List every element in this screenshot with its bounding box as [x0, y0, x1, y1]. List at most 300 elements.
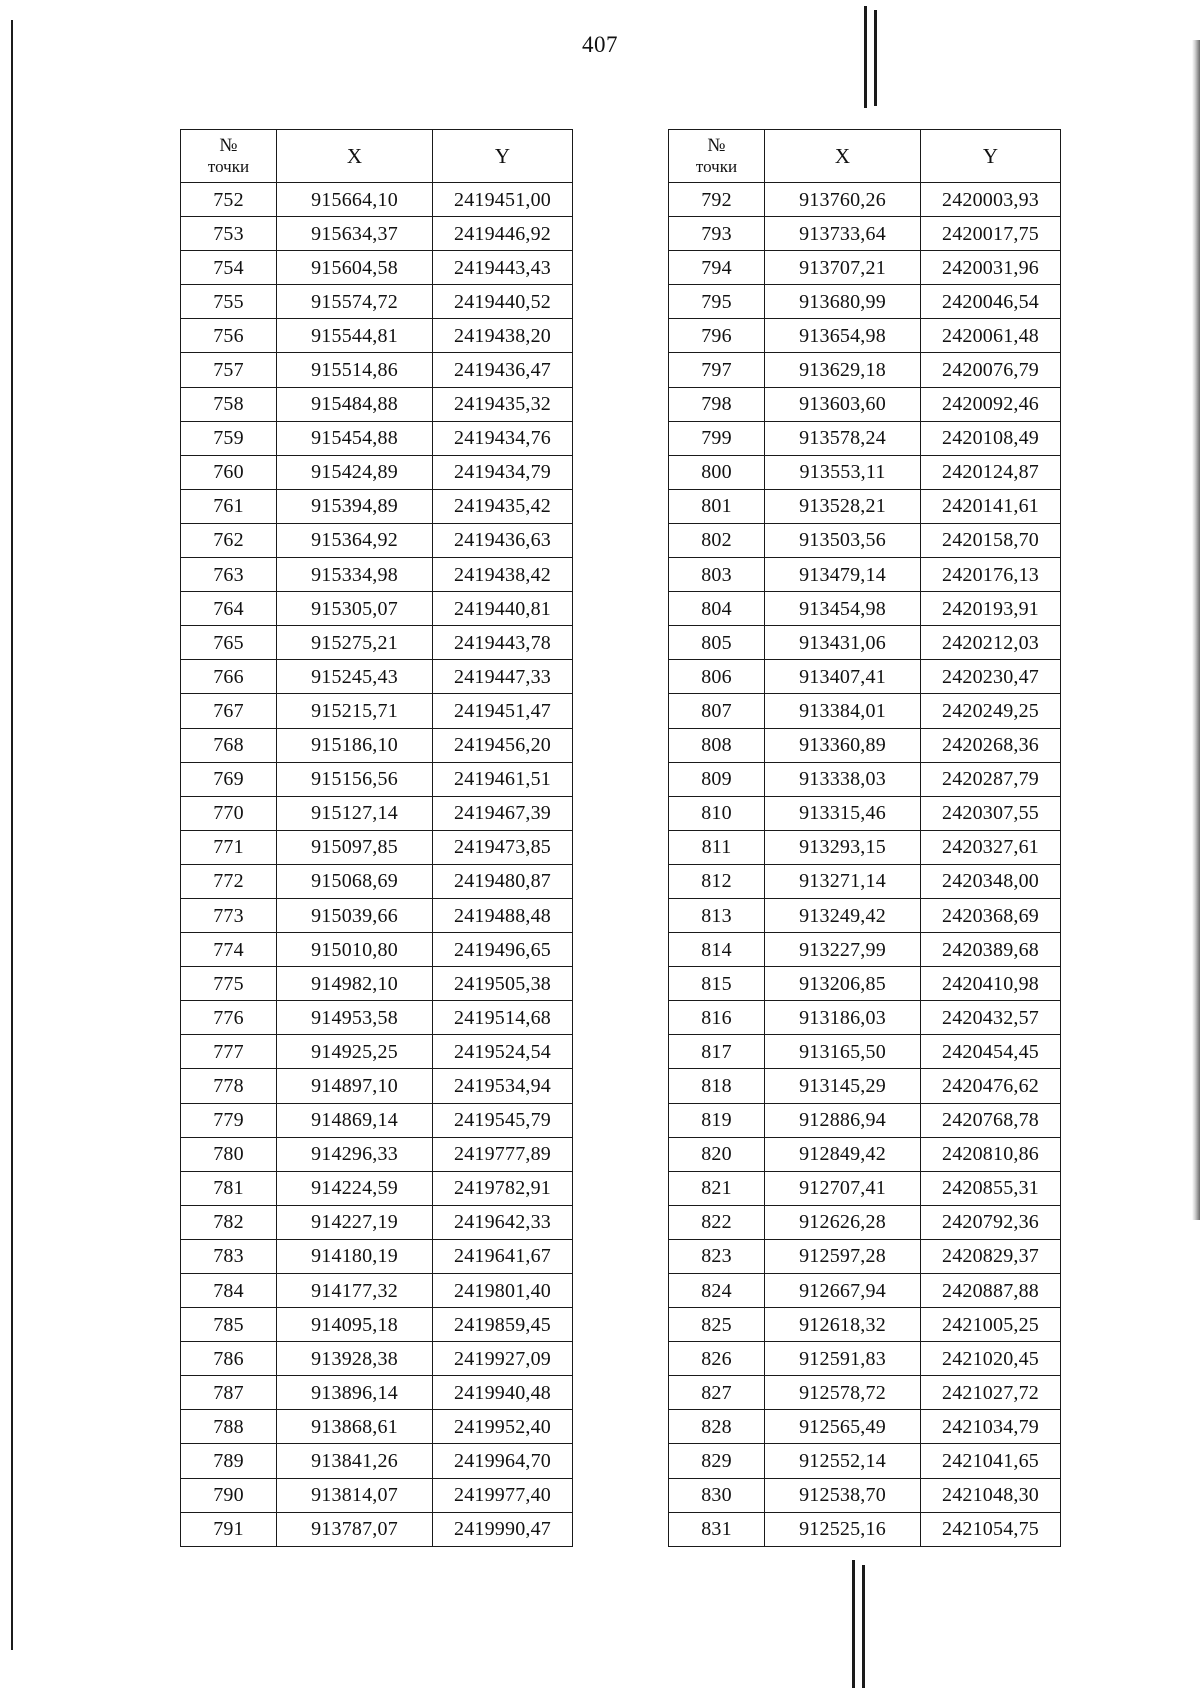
- table-row: [181, 421, 573, 455]
- header-num-word: точки: [695, 157, 738, 176]
- point-number-cell: 814: [669, 933, 765, 967]
- x-coordinate-cell: 914953,58: [277, 1001, 433, 1035]
- x-coordinate-cell: 913733,64: [765, 217, 921, 251]
- table-header-row: [181, 130, 573, 183]
- point-number-cell: 798: [669, 387, 765, 421]
- table-row: [181, 1308, 573, 1342]
- table-row: [181, 285, 573, 319]
- table-row: [669, 898, 1061, 932]
- x-coordinate-cell: 912538,70: [765, 1478, 921, 1512]
- point-number-cell: 810: [669, 796, 765, 830]
- point-number-cell: 790: [181, 1478, 277, 1512]
- binding-mark-top-2: [874, 10, 877, 106]
- y-coordinate-cell: 2419434,79: [433, 455, 573, 489]
- y-coordinate-cell: 2419488,48: [433, 898, 573, 932]
- binding-mark-bottom-2: [862, 1565, 865, 1688]
- point-number-cell: 791: [181, 1512, 277, 1546]
- point-number-cell: 756: [181, 319, 277, 353]
- table-row: [669, 421, 1061, 455]
- y-coordinate-cell: 2419777,89: [433, 1137, 573, 1171]
- table-row: [669, 1444, 1061, 1478]
- point-number-cell: 813: [669, 898, 765, 932]
- table-row: [181, 183, 573, 217]
- table-row: [181, 353, 573, 387]
- y-coordinate-cell: 2419859,45: [433, 1308, 573, 1342]
- y-coordinate-cell: 2419952,40: [433, 1410, 573, 1444]
- point-number-cell: 824: [669, 1274, 765, 1308]
- y-coordinate-cell: 2419545,79: [433, 1103, 573, 1137]
- point-number-cell: 804: [669, 592, 765, 626]
- table-row: [669, 1069, 1061, 1103]
- y-coordinate-cell: 2420307,55: [921, 796, 1061, 830]
- y-coordinate-cell: 2420061,48: [921, 319, 1061, 353]
- header-y: Y: [433, 130, 573, 183]
- table-row: [669, 1205, 1061, 1239]
- x-coordinate-cell: 913654,98: [765, 319, 921, 353]
- table-row: [669, 285, 1061, 319]
- table-row: [669, 558, 1061, 592]
- x-coordinate-cell: 913841,26: [277, 1444, 433, 1478]
- y-coordinate-cell: 2420124,87: [921, 455, 1061, 489]
- x-coordinate-cell: 913360,89: [765, 728, 921, 762]
- x-coordinate-cell: 913384,01: [765, 694, 921, 728]
- point-number-cell: 758: [181, 387, 277, 421]
- table-row: [181, 387, 573, 421]
- x-coordinate-cell: 913479,14: [765, 558, 921, 592]
- y-coordinate-cell: 2419456,20: [433, 728, 573, 762]
- table-row: [181, 455, 573, 489]
- y-coordinate-cell: 2420368,69: [921, 898, 1061, 932]
- table-row: [181, 967, 573, 1001]
- x-coordinate-cell: 912597,28: [765, 1239, 921, 1273]
- y-coordinate-cell: 2420287,79: [921, 762, 1061, 796]
- x-coordinate-cell: 913271,14: [765, 864, 921, 898]
- point-number-cell: 821: [669, 1171, 765, 1205]
- table-row: [669, 1410, 1061, 1444]
- y-coordinate-cell: 2420792,36: [921, 1205, 1061, 1239]
- x-coordinate-cell: 915334,98: [277, 558, 433, 592]
- x-coordinate-cell: 913206,85: [765, 967, 921, 1001]
- x-coordinate-cell: 912849,42: [765, 1137, 921, 1171]
- table-header-row: [669, 130, 1061, 183]
- x-coordinate-cell: 914925,25: [277, 1035, 433, 1069]
- x-coordinate-cell: 915454,88: [277, 421, 433, 455]
- point-number-cell: 818: [669, 1069, 765, 1103]
- point-number-cell: 827: [669, 1376, 765, 1410]
- point-number-cell: 779: [181, 1103, 277, 1137]
- point-number-cell: 770: [181, 796, 277, 830]
- x-coordinate-cell: 913145,29: [765, 1069, 921, 1103]
- point-number-cell: 797: [669, 353, 765, 387]
- x-coordinate-cell: 913928,38: [277, 1342, 433, 1376]
- point-number-cell: 784: [181, 1274, 277, 1308]
- x-coordinate-cell: 914897,10: [277, 1069, 433, 1103]
- x-coordinate-cell: 915364,92: [277, 523, 433, 557]
- x-coordinate-cell: 915156,56: [277, 762, 433, 796]
- y-coordinate-cell: 2421048,30: [921, 1478, 1061, 1512]
- coordinates-table-left: [180, 129, 573, 1547]
- table-row: [669, 1239, 1061, 1273]
- y-coordinate-cell: 2419436,63: [433, 523, 573, 557]
- x-coordinate-cell: 915664,10: [277, 183, 433, 217]
- point-number-cell: 757: [181, 353, 277, 387]
- table-row: [669, 1137, 1061, 1171]
- x-coordinate-cell: 914095,18: [277, 1308, 433, 1342]
- point-number-cell: 792: [669, 183, 765, 217]
- x-coordinate-cell: 913503,56: [765, 523, 921, 557]
- x-coordinate-cell: 914869,14: [277, 1103, 433, 1137]
- point-number-cell: 771: [181, 830, 277, 864]
- x-coordinate-cell: 913431,06: [765, 626, 921, 660]
- point-number-cell: 775: [181, 967, 277, 1001]
- point-number-cell: 817: [669, 1035, 765, 1069]
- y-coordinate-cell: 2420855,31: [921, 1171, 1061, 1205]
- x-coordinate-cell: 913528,21: [765, 489, 921, 523]
- y-coordinate-cell: 2419524,54: [433, 1035, 573, 1069]
- y-coordinate-cell: 2420031,96: [921, 251, 1061, 285]
- y-coordinate-cell: 2419964,70: [433, 1444, 573, 1478]
- scan-left-edge: [11, 20, 13, 1650]
- point-number-cell: 774: [181, 933, 277, 967]
- point-number-cell: 809: [669, 762, 765, 796]
- point-number-cell: 789: [181, 1444, 277, 1478]
- y-coordinate-cell: 2421027,72: [921, 1376, 1061, 1410]
- x-coordinate-cell: 913165,50: [765, 1035, 921, 1069]
- point-number-cell: 822: [669, 1205, 765, 1239]
- x-coordinate-cell: 915604,58: [277, 251, 433, 285]
- y-coordinate-cell: 2420810,86: [921, 1137, 1061, 1171]
- table-row: [181, 898, 573, 932]
- header-y: Y: [921, 130, 1061, 183]
- y-coordinate-cell: 2420829,37: [921, 1239, 1061, 1273]
- point-number-cell: 764: [181, 592, 277, 626]
- y-coordinate-cell: 2420076,79: [921, 353, 1061, 387]
- point-number-cell: 794: [669, 251, 765, 285]
- point-number-cell: 778: [181, 1069, 277, 1103]
- y-coordinate-cell: 2420327,61: [921, 830, 1061, 864]
- y-coordinate-cell: 2420108,49: [921, 421, 1061, 455]
- y-coordinate-cell: 2419496,65: [433, 933, 573, 967]
- table-row: [181, 1205, 573, 1239]
- point-number-cell: 801: [669, 489, 765, 523]
- x-coordinate-cell: 915039,66: [277, 898, 433, 932]
- y-coordinate-cell: 2420432,57: [921, 1001, 1061, 1035]
- point-number-cell: 800: [669, 455, 765, 489]
- point-number-cell: 803: [669, 558, 765, 592]
- x-coordinate-cell: 912707,41: [765, 1171, 921, 1205]
- table-row: [669, 830, 1061, 864]
- x-coordinate-cell: 913454,98: [765, 592, 921, 626]
- table-row: [669, 1035, 1061, 1069]
- table-row: [181, 558, 573, 592]
- x-coordinate-cell: 913680,99: [765, 285, 921, 319]
- table-row: [181, 251, 573, 285]
- x-coordinate-cell: 915245,43: [277, 660, 433, 694]
- y-coordinate-cell: 2419534,94: [433, 1069, 573, 1103]
- point-number-cell: 761: [181, 489, 277, 523]
- point-number-cell: 795: [669, 285, 765, 319]
- table-row: [669, 387, 1061, 421]
- y-coordinate-cell: 2420141,61: [921, 489, 1061, 523]
- point-number-cell: 777: [181, 1035, 277, 1069]
- table-row: [669, 1274, 1061, 1308]
- y-coordinate-cell: 2419436,47: [433, 353, 573, 387]
- table-row: [669, 1001, 1061, 1035]
- x-coordinate-cell: 912626,28: [765, 1205, 921, 1239]
- table-row: [181, 319, 573, 353]
- table-row: [669, 796, 1061, 830]
- table-row: [669, 217, 1061, 251]
- point-number-cell: 802: [669, 523, 765, 557]
- point-number-cell: 807: [669, 694, 765, 728]
- y-coordinate-cell: 2419451,00: [433, 183, 573, 217]
- table-row: [669, 1478, 1061, 1512]
- x-coordinate-cell: 913227,99: [765, 933, 921, 967]
- y-coordinate-cell: 2420410,98: [921, 967, 1061, 1001]
- y-coordinate-cell: 2420212,03: [921, 626, 1061, 660]
- header-point-number: [669, 130, 765, 183]
- point-number-cell: 825: [669, 1308, 765, 1342]
- y-coordinate-cell: 2420454,45: [921, 1035, 1061, 1069]
- table-row: [669, 523, 1061, 557]
- y-coordinate-cell: 2421005,25: [921, 1308, 1061, 1342]
- table-row: [669, 1342, 1061, 1376]
- y-coordinate-cell: 2419927,09: [433, 1342, 573, 1376]
- y-coordinate-cell: 2420230,47: [921, 660, 1061, 694]
- point-number-cell: 820: [669, 1137, 765, 1171]
- x-coordinate-cell: 913814,07: [277, 1478, 433, 1512]
- x-coordinate-cell: 913707,21: [765, 251, 921, 285]
- point-number-cell: 783: [181, 1239, 277, 1273]
- y-coordinate-cell: 2419451,47: [433, 694, 573, 728]
- point-number-cell: 831: [669, 1512, 765, 1546]
- x-coordinate-cell: 913186,03: [765, 1001, 921, 1035]
- x-coordinate-cell: 913787,07: [277, 1512, 433, 1546]
- x-coordinate-cell: 915394,89: [277, 489, 433, 523]
- y-coordinate-cell: 2419446,92: [433, 217, 573, 251]
- point-number-cell: 759: [181, 421, 277, 455]
- y-coordinate-cell: 2420389,68: [921, 933, 1061, 967]
- table-row: [181, 796, 573, 830]
- x-coordinate-cell: 915127,14: [277, 796, 433, 830]
- table-row: [669, 353, 1061, 387]
- header-num-sign: №: [707, 135, 726, 156]
- table-row: [181, 1103, 573, 1137]
- x-coordinate-cell: 913578,24: [765, 421, 921, 455]
- x-coordinate-cell: 915305,07: [277, 592, 433, 626]
- y-coordinate-cell: 2421020,45: [921, 1342, 1061, 1376]
- x-coordinate-cell: 912565,49: [765, 1410, 921, 1444]
- table-row: [181, 864, 573, 898]
- x-coordinate-cell: 915514,86: [277, 353, 433, 387]
- y-coordinate-cell: 2421034,79: [921, 1410, 1061, 1444]
- table-row: [181, 762, 573, 796]
- table-row: [181, 728, 573, 762]
- y-coordinate-cell: 2420249,25: [921, 694, 1061, 728]
- table-row: [181, 830, 573, 864]
- point-number-cell: 767: [181, 694, 277, 728]
- table-row: [181, 1478, 573, 1512]
- table-row: [181, 626, 573, 660]
- y-coordinate-cell: 2420887,88: [921, 1274, 1061, 1308]
- y-coordinate-cell: 2419514,68: [433, 1001, 573, 1035]
- x-coordinate-cell: 914224,59: [277, 1171, 433, 1205]
- page-number: 407: [582, 32, 618, 57]
- x-coordinate-cell: 915634,37: [277, 217, 433, 251]
- y-coordinate-cell: 2419480,87: [433, 864, 573, 898]
- y-coordinate-cell: 2419440,52: [433, 285, 573, 319]
- x-coordinate-cell: 915186,10: [277, 728, 433, 762]
- y-coordinate-cell: 2419641,67: [433, 1239, 573, 1273]
- table-row: [669, 1308, 1061, 1342]
- table-row: [669, 694, 1061, 728]
- y-coordinate-cell: 2420046,54: [921, 285, 1061, 319]
- x-coordinate-cell: 913553,11: [765, 455, 921, 489]
- x-coordinate-cell: 914227,19: [277, 1205, 433, 1239]
- point-number-cell: 823: [669, 1239, 765, 1273]
- table-row: [669, 251, 1061, 285]
- x-coordinate-cell: 912591,83: [765, 1342, 921, 1376]
- x-coordinate-cell: 915068,69: [277, 864, 433, 898]
- y-coordinate-cell: 2420003,93: [921, 183, 1061, 217]
- table-row: [669, 1103, 1061, 1137]
- x-coordinate-cell: 913249,42: [765, 898, 921, 932]
- x-coordinate-cell: 912525,16: [765, 1512, 921, 1546]
- table-row: [669, 626, 1061, 660]
- table-row: [669, 455, 1061, 489]
- y-coordinate-cell: 2419990,47: [433, 1512, 573, 1546]
- y-coordinate-cell: 2421041,65: [921, 1444, 1061, 1478]
- x-coordinate-cell: 915215,71: [277, 694, 433, 728]
- x-coordinate-cell: 913293,15: [765, 830, 921, 864]
- table-row: [181, 933, 573, 967]
- table-row: [669, 489, 1061, 523]
- point-number-cell: 793: [669, 217, 765, 251]
- y-coordinate-cell: 2420348,00: [921, 864, 1061, 898]
- point-number-cell: 762: [181, 523, 277, 557]
- header-num-sign: №: [219, 135, 238, 156]
- y-coordinate-cell: 2419447,33: [433, 660, 573, 694]
- table-row: [181, 1001, 573, 1035]
- x-coordinate-cell: 913315,46: [765, 796, 921, 830]
- point-number-cell: 816: [669, 1001, 765, 1035]
- header-num-word: точки: [207, 157, 250, 176]
- point-number-cell: 776: [181, 1001, 277, 1035]
- point-number-cell: 780: [181, 1137, 277, 1171]
- point-number-cell: 753: [181, 217, 277, 251]
- x-coordinate-cell: 914296,33: [277, 1137, 433, 1171]
- y-coordinate-cell: 2419505,38: [433, 967, 573, 1001]
- table-row: [669, 319, 1061, 353]
- table-row: [181, 1137, 573, 1171]
- x-coordinate-cell: 915010,80: [277, 933, 433, 967]
- table-row: [669, 762, 1061, 796]
- table-row: [181, 1376, 573, 1410]
- y-coordinate-cell: 2419461,51: [433, 762, 573, 796]
- table-row: [669, 933, 1061, 967]
- y-coordinate-cell: 2419443,78: [433, 626, 573, 660]
- y-coordinate-cell: 2419782,91: [433, 1171, 573, 1205]
- y-coordinate-cell: 2419467,39: [433, 796, 573, 830]
- table-row: [669, 1512, 1061, 1546]
- table-row: [669, 660, 1061, 694]
- point-number-cell: 766: [181, 660, 277, 694]
- x-coordinate-cell: 915574,72: [277, 285, 433, 319]
- x-coordinate-cell: 913868,61: [277, 1410, 433, 1444]
- y-coordinate-cell: 2421054,75: [921, 1512, 1061, 1546]
- table-row: [181, 1444, 573, 1478]
- x-coordinate-cell: 913407,41: [765, 660, 921, 694]
- x-coordinate-cell: 912886,94: [765, 1103, 921, 1137]
- y-coordinate-cell: 2419977,40: [433, 1478, 573, 1512]
- point-number-cell: 826: [669, 1342, 765, 1376]
- y-coordinate-cell: 2420176,13: [921, 558, 1061, 592]
- scan-right-edge: [1192, 40, 1200, 1220]
- x-coordinate-cell: 913760,26: [765, 183, 921, 217]
- point-number-cell: 772: [181, 864, 277, 898]
- point-number-cell: 781: [181, 1171, 277, 1205]
- point-number-cell: 785: [181, 1308, 277, 1342]
- table-row: [181, 1512, 573, 1546]
- y-coordinate-cell: 2419434,76: [433, 421, 573, 455]
- y-coordinate-cell: 2419473,85: [433, 830, 573, 864]
- table-row: [181, 489, 573, 523]
- y-coordinate-cell: 2419435,32: [433, 387, 573, 421]
- x-coordinate-cell: 914180,19: [277, 1239, 433, 1273]
- point-number-cell: 815: [669, 967, 765, 1001]
- point-number-cell: 796: [669, 319, 765, 353]
- point-number-cell: 819: [669, 1103, 765, 1137]
- point-number-cell: 765: [181, 626, 277, 660]
- table-row: [181, 592, 573, 626]
- point-number-cell: 752: [181, 183, 277, 217]
- x-coordinate-cell: 914982,10: [277, 967, 433, 1001]
- table-row: [669, 1376, 1061, 1410]
- x-coordinate-cell: 913338,03: [765, 762, 921, 796]
- x-coordinate-cell: 912618,32: [765, 1308, 921, 1342]
- x-coordinate-cell: 912552,14: [765, 1444, 921, 1478]
- table-row: [181, 1171, 573, 1205]
- table-row: [181, 660, 573, 694]
- header-x: X: [277, 130, 433, 183]
- y-coordinate-cell: 2420268,36: [921, 728, 1061, 762]
- x-coordinate-cell: 915097,85: [277, 830, 433, 864]
- point-number-cell: 769: [181, 762, 277, 796]
- table-row: [181, 217, 573, 251]
- y-coordinate-cell: 2419642,33: [433, 1205, 573, 1239]
- header-point-number: [181, 130, 277, 183]
- y-coordinate-cell: 2420193,91: [921, 592, 1061, 626]
- point-number-cell: 782: [181, 1205, 277, 1239]
- y-coordinate-cell: 2419438,42: [433, 558, 573, 592]
- y-coordinate-cell: 2420768,78: [921, 1103, 1061, 1137]
- y-coordinate-cell: 2420476,62: [921, 1069, 1061, 1103]
- x-coordinate-cell: 912578,72: [765, 1376, 921, 1410]
- point-number-cell: 755: [181, 285, 277, 319]
- point-number-cell: 754: [181, 251, 277, 285]
- point-number-cell: 811: [669, 830, 765, 864]
- point-number-cell: 806: [669, 660, 765, 694]
- point-number-cell: 768: [181, 728, 277, 762]
- y-coordinate-cell: 2419435,42: [433, 489, 573, 523]
- point-number-cell: 829: [669, 1444, 765, 1478]
- x-coordinate-cell: 915484,88: [277, 387, 433, 421]
- y-coordinate-cell: 2420092,46: [921, 387, 1061, 421]
- point-number-cell: 799: [669, 421, 765, 455]
- table-row: [181, 1239, 573, 1273]
- point-number-cell: 788: [181, 1410, 277, 1444]
- point-number-cell: 828: [669, 1410, 765, 1444]
